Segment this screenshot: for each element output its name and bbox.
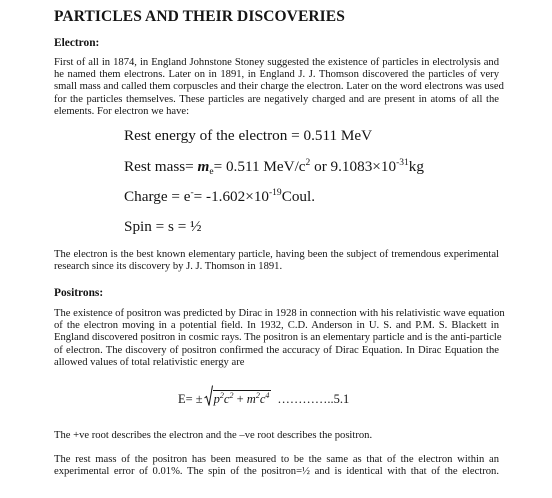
paragraph-line: of the electron moving in a potential field. In 1932, C.D. Anderson in U. S. and P.M. S. Blackett in <box>54 320 499 332</box>
page-title: PARTICLES AND THEIR DISCOVERIES <box>54 8 345 25</box>
positron-heading: Positrons: <box>54 287 104 299</box>
positron-paragraph <box>54 308 505 369</box>
rest-mass-unit: kg <box>408 158 424 175</box>
spin-equation: Spin = s = ½ <box>124 218 202 235</box>
rest-mass-alt: or 9.1083×10 <box>310 158 397 175</box>
rest-mass-equation <box>124 158 424 176</box>
electron-heading: Electron: <box>54 37 100 49</box>
charge-sign: - <box>190 188 194 198</box>
electron-paragraph <box>54 57 504 118</box>
formula-lhs: E= ± <box>178 392 203 406</box>
radical-sign-icon <box>204 385 213 407</box>
equation-number: …………..5.1 <box>277 392 350 406</box>
mass-symbol: m <box>197 158 210 175</box>
square-root <box>204 385 272 407</box>
paragraph-line: The rest mass of the positron has been measured to be the same as that of the electron within an <box>54 454 499 465</box>
charge-value: = -1.602×10 <box>193 188 270 205</box>
paragraph-line: The electron is the best known elementary particle, having been the subject of tremendous experimental <box>54 249 499 260</box>
charge-equation <box>124 188 315 206</box>
paragraph-line: allowed values of total relativistic energy are <box>54 356 245 368</box>
rest-mass-alt-exponent: -31 <box>396 158 409 168</box>
charge-prefix: Charge = e <box>124 188 191 205</box>
paragraph-line: First of all in 1874, in England Johnstone Stoney suggested the existence of particles in electrolysis and <box>54 57 499 68</box>
paragraph-line: for the particles themselves. These particles are negatively charged and are present in atoms of all the <box>54 93 499 105</box>
rest-energy-equation: Rest energy of the electron = 0.511 MeV <box>124 127 373 144</box>
exponent: 2 <box>219 391 224 400</box>
paragraph-line: England discovered positron in cosmic rays. The positron is an elementary particle and is the anti-particle <box>54 332 502 344</box>
paragraph-line: research since its discovery by J. J. Thomson in 1891. <box>54 261 283 273</box>
exponent: 2 <box>255 391 260 400</box>
exponent: 4 <box>265 391 270 400</box>
exponent: 2 <box>229 391 234 400</box>
plus-sign: + <box>233 392 247 406</box>
electron-closing-paragraph <box>54 249 499 273</box>
mass-subscript: e <box>209 167 214 177</box>
paragraph-line: he named them electrons. Later on in 1891, in England J. J. Thomson discovered the particles of very <box>54 69 499 81</box>
dirac-energy-formula <box>178 385 349 407</box>
paragraph-line: experimental error of 0.01%. The spin of the positron=½ and is identical with that of the electron. <box>54 466 499 478</box>
light-speed-symbol: c <box>223 392 230 406</box>
paragraph-line: small mass and called them corpuscles and their charge the electron. Later on the word electrons was used <box>54 81 504 93</box>
paragraph-line: elements. For electron we have: <box>54 105 190 117</box>
light-speed-symbol: c <box>259 392 266 406</box>
positron-rest-mass-paragraph <box>54 454 499 478</box>
charge-unit: Coul. <box>281 188 316 205</box>
radicand <box>213 390 272 407</box>
momentum-symbol: p <box>213 392 220 406</box>
charge-exponent: -19 <box>269 188 282 198</box>
paragraph-line: of electron. The discovery of positron confirmed the accuracy of Dirac Equation. In Dirac Equation the <box>54 344 499 356</box>
mass-symbol: m <box>246 392 256 406</box>
paragraph-line: The existence of positron was predicted by Dirac in 1928 in connection with his relativistic wave equation <box>54 308 505 319</box>
rest-mass-exponent: 2 <box>305 158 311 168</box>
roots-sentence: The +ve root describes the electron and the –ve root describes the positron. <box>54 430 373 441</box>
rest-mass-value: = 0.511 MeV/c <box>213 158 306 175</box>
rest-mass-prefix: Rest mass= <box>124 158 198 175</box>
